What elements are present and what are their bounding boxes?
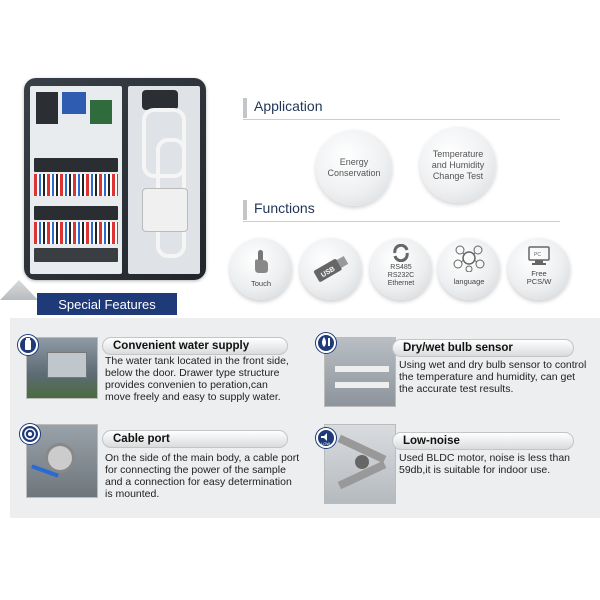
water-drop-thermometer-icon bbox=[316, 333, 336, 353]
feature-water-supply-text: The water tank located in the front side, below the door. Drawer type structure provides convenien to peration,can move freely and easy to supply water. bbox=[105, 355, 289, 403]
pc-software-icon bbox=[527, 246, 551, 266]
application-energy-conservation bbox=[316, 130, 392, 206]
application-temperature-label: Temperature and Humidity Change Test bbox=[431, 148, 485, 181]
water-bottle-icon bbox=[18, 335, 38, 355]
usb-stick-icon bbox=[310, 252, 352, 284]
function-language bbox=[438, 238, 500, 300]
application-temperature-humidity bbox=[420, 127, 496, 203]
feature-low-noise-text: Used BLDC motor, noise is less than 59db,it is suitable for indoor use. bbox=[399, 452, 570, 476]
language-network-icon bbox=[452, 244, 486, 272]
svg-text:PC: PC bbox=[534, 252, 541, 258]
function-language-label: language bbox=[453, 277, 485, 286]
function-pc-label: Free PCS/W bbox=[526, 269, 552, 286]
hero-pointer-tab bbox=[0, 280, 38, 300]
function-usb bbox=[300, 238, 362, 300]
feature-cable-port-title: Cable port bbox=[102, 430, 288, 448]
function-pc-software bbox=[508, 238, 570, 300]
special-features-title: Special Features bbox=[37, 293, 177, 315]
application-energy-label: Energy Conservation bbox=[327, 157, 381, 178]
connectivity-icon bbox=[391, 244, 411, 262]
control-cabinet-photo bbox=[24, 78, 206, 280]
feature-bulb-sensor-title: Dry/wet bulb sensor bbox=[392, 339, 574, 357]
function-touch bbox=[230, 238, 292, 300]
touch-hand-icon bbox=[252, 248, 270, 274]
function-connectivity bbox=[370, 238, 432, 300]
feature-bulb-sensor-text: Using wet and dry bulb sensor to control the temperature and humidity, can get the accurate test results. bbox=[399, 359, 587, 395]
cable-port-icon bbox=[20, 424, 40, 444]
feature-cable-port-text: On the side of the main body, a cable port for connecting the power of the sample and a connection for easy determination is mounted. bbox=[105, 452, 300, 500]
feature-water-supply-title: Convenient water supply bbox=[102, 337, 288, 355]
low-noise-speaker-icon bbox=[316, 428, 336, 448]
feature-low-noise-title: Low-noise bbox=[392, 432, 574, 450]
function-touch-label: Touch bbox=[250, 279, 271, 288]
functions-heading: Functions bbox=[243, 198, 560, 222]
low-noise-icon-text: LOW bbox=[321, 441, 331, 446]
usb-icon-text: USB bbox=[320, 265, 337, 280]
function-connectivity-label: RS485 RS232C Ethernet bbox=[387, 264, 415, 287]
application-heading: Application bbox=[243, 96, 560, 120]
